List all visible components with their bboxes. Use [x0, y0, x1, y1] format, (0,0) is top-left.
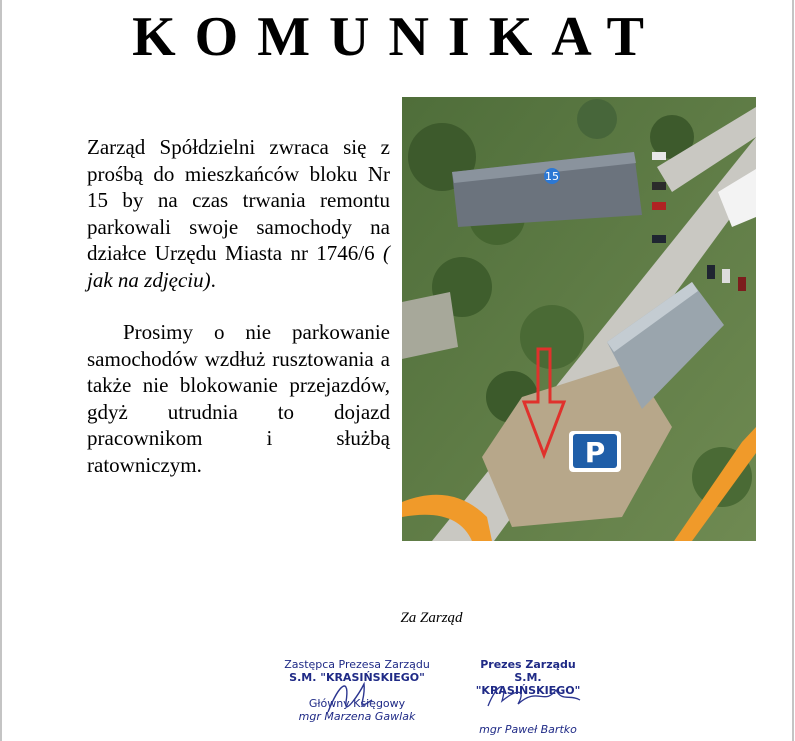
building-number-label: 15: [545, 170, 559, 183]
signature-intro: Za Zarząd: [400, 610, 463, 626]
paragraph-request: [87, 134, 390, 293]
aerial-photo-drawing: [402, 97, 756, 541]
stamp-deputy-president: [272, 658, 442, 723]
stamp-left-line3: Główny Księgowy: [308, 697, 406, 710]
stamp-president: [462, 658, 594, 736]
parking-sign-label: P: [584, 436, 606, 469]
page-edge-left: [0, 0, 2, 741]
paragraph-request-end: .: [210, 267, 216, 292]
stamp-left-line4: mgr Marzena Gawlak: [298, 710, 416, 723]
photo-reference-note: ( jak na zdjęciu): [87, 241, 390, 292]
announcement-body: [87, 134, 390, 478]
stamp-left-line2: S.M. "KRASIŃSKIEGO": [289, 671, 425, 684]
stamp-right-line2: S.M. "KRASIŃSKIEGO": [475, 671, 581, 697]
paragraph-warning: Prosimy o nie parkowanie samochodów wzdłuż rusztowania a także nie blokowanie przejazdów, gdyż utrudnia to dojazd pracownikom i służbą ratowniczym.: [87, 320, 390, 477]
page-title: KOMUNIKAT: [132, 6, 663, 68]
paragraph-request-main: Zarząd Spółdzielni zwraca się z prośbą do mieszkańców bloku Nr 15 by na czas trwania remontu parkowali swoje samochody na działce Urzędu Miasta nr 1746/6: [87, 135, 390, 265]
page-edge-right: [792, 0, 794, 741]
aerial-photo: [402, 97, 756, 541]
stamp-right-line3: mgr Paweł Bartko: [479, 723, 577, 736]
stamp-right-line1: Prezes Zarządu: [480, 658, 576, 671]
stamp-left-line1: Zastępca Prezesa Zarządu: [284, 658, 430, 671]
